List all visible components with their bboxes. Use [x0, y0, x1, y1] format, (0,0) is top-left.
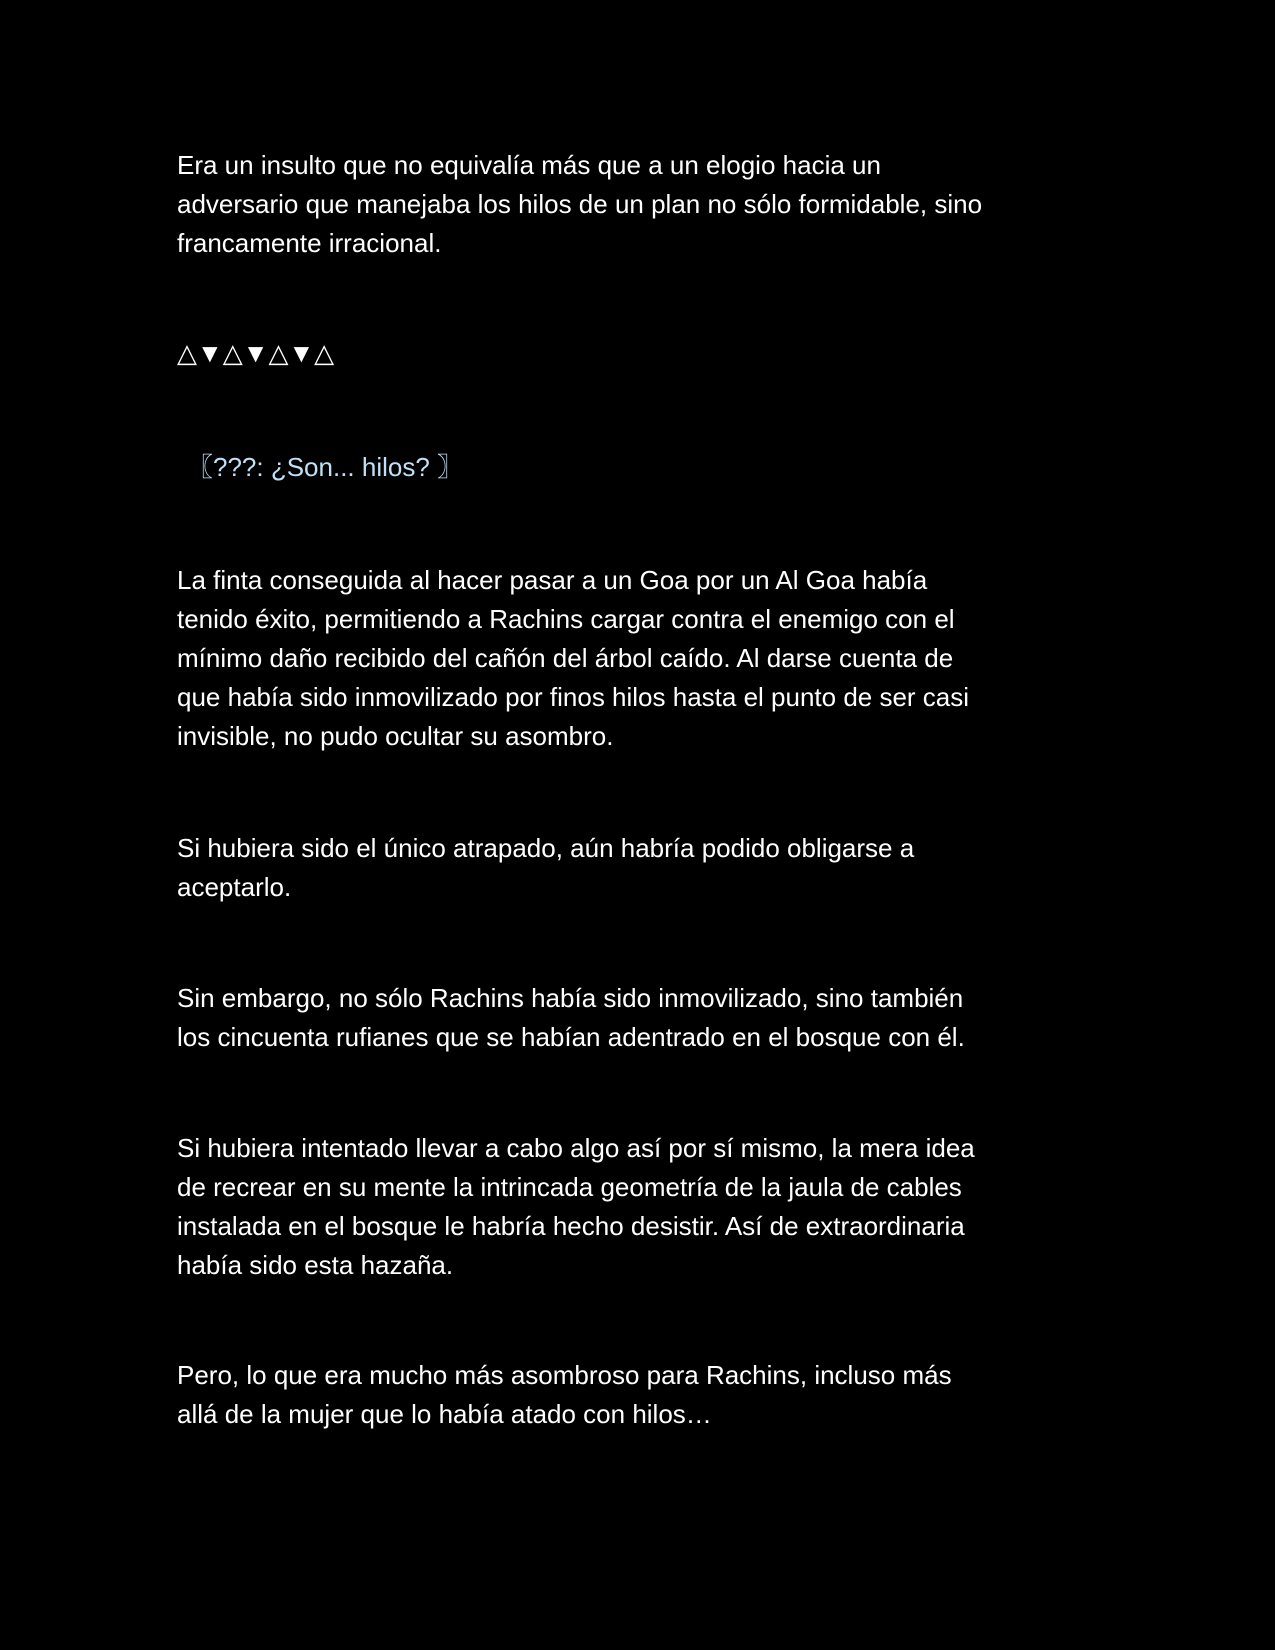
text-line: francamente irracional. — [177, 228, 442, 258]
paragraph-feint — [177, 561, 1097, 756]
dialogue-text: 〖???: ¿Son... hilos? 〗 — [187, 452, 464, 482]
text-line: Sin embargo, no sólo Rachins había sido inmovilizado, sino también — [177, 983, 964, 1013]
text-line: Era un insulto que no equivalía más que a un elogio hacia un — [177, 150, 881, 180]
text-line: instalada en el bosque le habría hecho desistir. Así de extraordinaria — [177, 1211, 965, 1241]
text-line: mínimo daño recibido del cañón del árbol caído. Al darse cuenta de — [177, 643, 954, 673]
dialogue-line — [187, 448, 1107, 487]
text-line: de recrear en su mente la intrincada geometría de la jaula de cables — [177, 1172, 962, 1202]
text-line: había sido esta hazaña. — [177, 1250, 454, 1280]
text-line: invisible, no pudo ocultar su asombro. — [177, 721, 614, 751]
text-line: La finta conseguida al hacer pasar a un Goa por un Al Goa había — [177, 565, 928, 595]
text-line: allá de la mujer que lo había atado con hilos… — [177, 1399, 712, 1429]
paragraph-astonishing — [177, 1356, 1097, 1434]
text-line: Si hubiera sido el único atrapado, aún habría podido obligarse a — [177, 833, 915, 863]
text-line: aceptarlo. — [177, 872, 292, 902]
text-line: Pero, lo que era mucho más asombroso para Rachins, incluso más — [177, 1360, 952, 1390]
text-line: los cincuenta rufianes que se habían adentrado en el bosque con él. — [177, 1022, 965, 1052]
divider-symbols: △▼△▼△▼△ — [177, 338, 335, 368]
text-line: Si hubiera intentado llevar a cabo algo así por sí mismo, la mera idea — [177, 1133, 975, 1163]
scene-divider — [177, 334, 1097, 373]
paragraph-insult — [177, 146, 1097, 263]
paragraph-only-trapped — [177, 829, 1097, 907]
paragraph-fifty-ruffians — [177, 979, 1097, 1057]
text-line: tenido éxito, permitiendo a Rachins cargar contra el enemigo con el — [177, 604, 955, 634]
text-line: que había sido inmovilizado por finos hilos hasta el punto de ser casi — [177, 682, 970, 712]
text-line: adversario que manejaba los hilos de un plan no sólo formidable, sino — [177, 189, 983, 219]
paragraph-wire-cage — [177, 1129, 1097, 1285]
